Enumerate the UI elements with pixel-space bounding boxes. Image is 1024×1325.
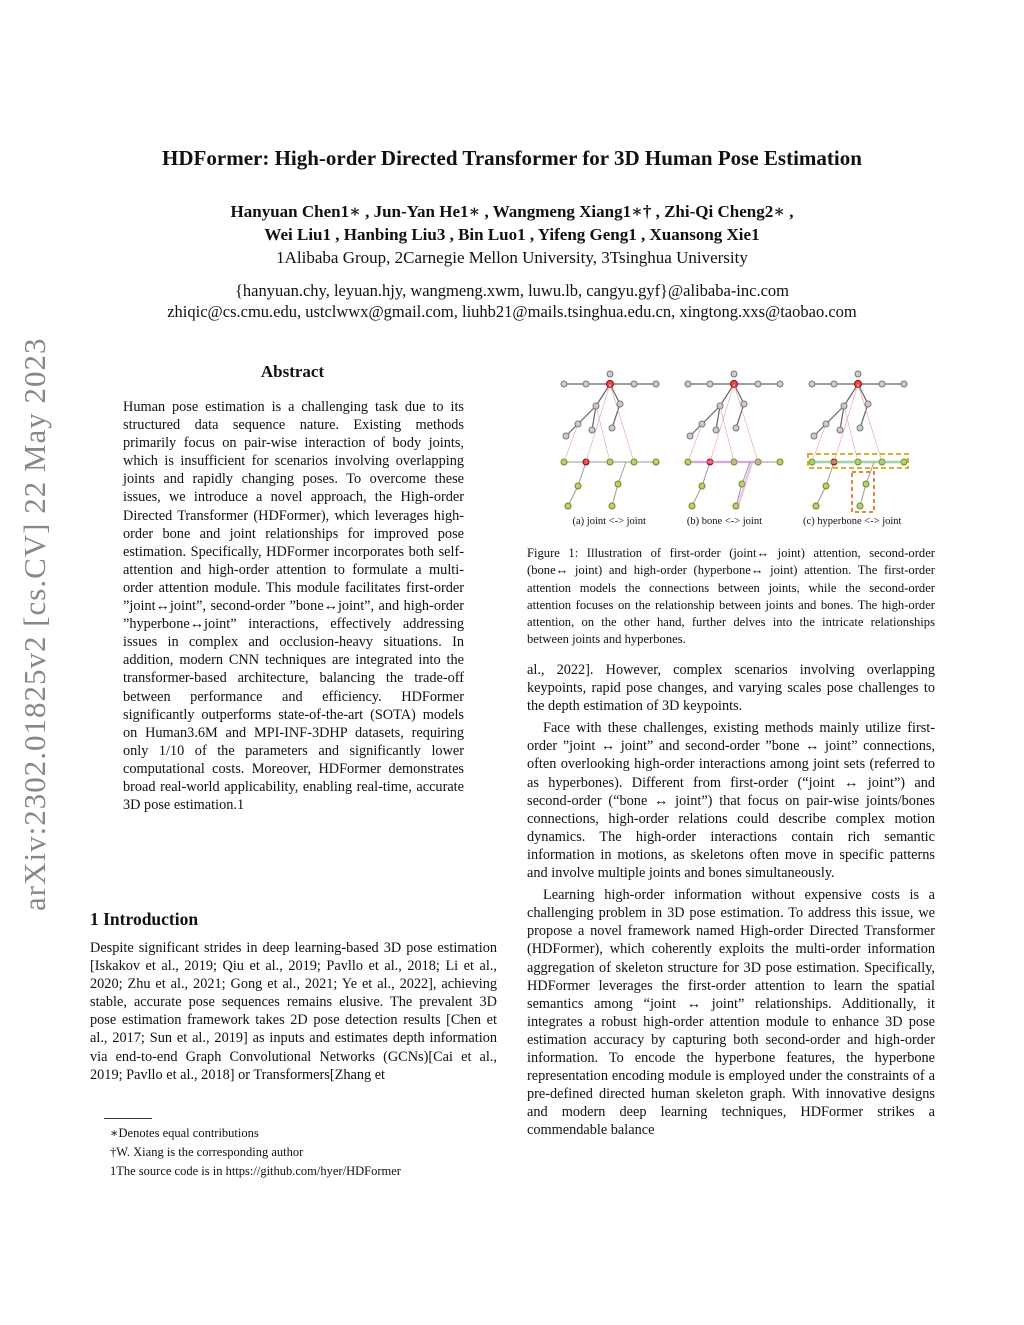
section-heading-introduction: 1 Introduction <box>90 909 199 929</box>
author-line-1: Hanyuan Chen1∗ , Jun-Yan He1∗ , Wangmeng Xiang1∗† , Zhi-Qi Cheng2∗ , <box>230 202 794 221</box>
footnote-source-code: 1The source code is in https://github.com/hyer/HDFormer <box>110 1164 401 1178</box>
figure-subcaptions <box>552 516 922 527</box>
right-column-text <box>527 661 935 1139</box>
abstract-heading: Abstract <box>260 362 325 381</box>
footnote-corresponding-author: †W. Xiang is the corresponding author <box>110 1145 304 1159</box>
email-line-1: {hanyuan.chy, leyuan.hjy, wangmeng.xwm, luwu.lb, cangyu.gyf}@alibaba-inc.com <box>235 281 789 300</box>
footnote-divider <box>104 1118 152 1119</box>
email-line-2: zhiqic@cs.cmu.edu, ustclwwx@gmail.com, liuhb21@mails.tsinghua.edu.cn, xingtong.xxs@taobao.com <box>167 302 857 321</box>
skeleton-hyperbone-joint <box>808 371 908 512</box>
right-paragraph-1: al., 2022]. However, complex scenarios involving overlapping keypoints, rapid pose changes, and varying scales pose challenges to the depth estimation of 3D keypoints. <box>527 662 935 715</box>
affiliations: 1Alibaba Group, 2Carnegie Mellon University, 3Tsinghua University <box>276 248 748 267</box>
subcaption-a: (a) joint <-> joint <box>572 516 646 527</box>
footnote-equal-contribution: ∗Denotes equal contributions <box>110 1126 259 1140</box>
author-emails <box>0 280 1024 322</box>
paper-title: HDFormer: High-order Directed Transformer for 3D Human Pose Estimation <box>162 146 862 170</box>
subcaption-b: (b) bone <-> joint <box>686 516 763 527</box>
author-list <box>0 200 1024 246</box>
abstract-text: Human pose estimation is a challenging task due to its structured data sequence nature. Existing methods primarily focus on pair-wise interaction of body joints, which is insufficient for scenarios involving overlapping joints and rapidly changing poses. To overcome these issues, we introduce a novel approach, the High-order Directed Transformer (HDFormer), which leverages high-order bone and joint relationships for improved pose estimation. Specifically, HDFormer incorporates both self-attention and high-order attention to formulate a multi-order attention module. This module facilitates first-order ”joint↔joint”, second-order ”bone↔joint”, and high-order ”hyperbone↔joint” interactions, effectively addressing issues in complex and occlusion-heavy situations. In addition, modern CNN techniques are integrated into the transformer-based architecture, balancing the trade-off between performance and efficiency. HDFormer significantly outperforms state-of-the-art (SOTA) models on Human3.6M and MPI-INF-3DHP datasets, requiring only 1/10 of the parameters and significantly lower computational costs. Moreover, HDFormer demonstrates broad real-world applicability, enabling real-time, accurate 3D pose estimation.1 <box>123 399 464 814</box>
arxiv-stamp: arXiv:2302.01825v2 [cs.CV] 22 May 2023 <box>17 337 52 911</box>
right-paragraph-2: Face with these challenges, existing methods mainly utilize first-order ”joint ↔ joint” and second-order ”bone ↔ joint” connections, often overlooking high-order interactions among joint sets (referred to as hyperbones). Different from first-order (“joint ↔ joint”) and second-order (“bone ↔ joint”) that focus on pair-wise joints/bones connections, high-order relations could describe complex motion dynamics. The high-order interactions contain rich semantic information in motions, as skeletons often move in specific patterns and involve multiple joints and bones simultaneously. <box>527 720 935 882</box>
right-paragraph-3: Learning high-order information without expensive costs is a challenging problem in 3D pose estimation. To address this issue, we propose a novel framework named High-order Directed Transformer (HDFormer), which coherently exploits the multi-order information aggregation of skeleton structure for 3D pose estimation. Specifically, HDFormer leverages the first-order attention to learn the spatial semantics among “joint ↔ joint” relationships. Additionally, it integrates a robust high-order attention module to enhance 3D pose estimation accuracy by capturing both second-order and high-order information. To encode the hyperbone features, the hyperbone representation encoding module is employed under the constraints of a pre-defined directed human skeleton graph. With innovative designs and modern deep learning techniques, HDFormer strikes a commendable balance <box>527 887 935 1139</box>
author-line-2: Wei Liu1 , Hanbing Liu3 , Bin Luo1 , Yifeng Geng1 , Xuansong Xie1 <box>264 225 760 244</box>
figure-caption: Figure 1: Illustration of first-order (joint↔ joint) attention, second-order (bone↔ joint) and high-order (hyperbone↔ joint) attention. The first-order attention models the connections between joints, while the second-order attention focuses on the relationship between joints and bones. The high-order attention, on the other hand, further delves into the intricate relationships between joints and hyperbones. <box>527 546 935 647</box>
footnotes <box>110 1124 490 1181</box>
introduction-text: Despite significant strides in deep learning-based 3D pose estimation [Iskakov et al., 2019; Qiu et al., 2019; Pavllo et al., 2018; Li et al., 2020; Zhu et al., 2021; Gong et al., 2021; Ye et al., 2022], achieving stable, accurate pose sequences remains elusive. The prevalent 3D pose estimation framework takes 2D pose detection results [Chen et al., 2017; Sun et al., 2019] as inputs and estimates depth information via end-to-end Graph Convolutional Networks (GCNs)[Cai et al., 2019; Pavllo et al., 2018] or Transformers[Zhang et <box>90 940 497 1083</box>
subcaption-c: (c) hyperbone <-> joint <box>803 516 902 527</box>
skeleton-bone-joint <box>685 371 783 509</box>
skeleton-joint-joint <box>561 371 659 509</box>
figure-skeleton-illustration <box>552 366 922 536</box>
